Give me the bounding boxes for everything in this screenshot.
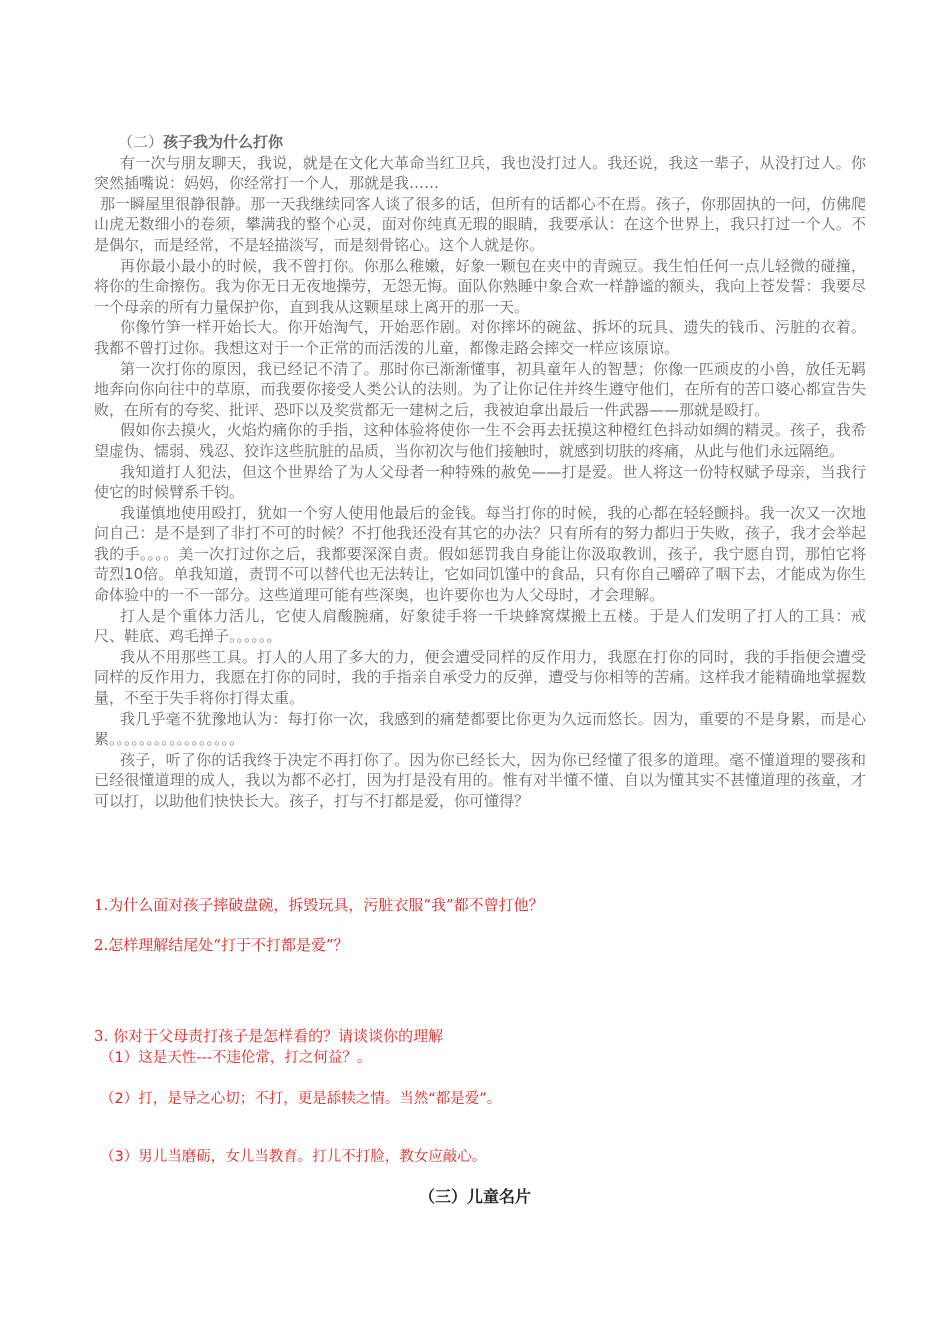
answer-2: （2）打，是导之心切；不打，更是舔犊之情。当然“都是爱”。 (100, 1091, 502, 1107)
paragraph: 我知道打人犯法，但这个世界给了为人父母者一种特殊的赦免——打是爱。世人将这一份特权赋予母亲，当我行使它的时候臂系千钧。 (94, 462, 866, 502)
article-body (94, 132, 866, 812)
paragraph: 我几乎毫不犹豫地认为：每打你一次，我感到的痛楚都要比你更为久远而悠长。因为，重要的不是身累，而是心累。。。。。。。。。。。。。。。。。 (94, 709, 866, 749)
next-section-title: （三）儿童名片 (418, 1187, 531, 1206)
paragraph: 有一次与朋友聊天，我说，就是在文化大革命当红卫兵，我也没打过人。我还说，我这一辈子，从没打过人。你突然插嘴说：妈妈，你经常打一个人，那就是我…… (94, 153, 866, 193)
paragraph: 我从不用那些工具。打人的人用了多大的力，便会遭受同样的反作用力，我愿在打你的同时，我的手指便会遭受同样的反作用力，我愿在打你的同时，我的手指亲自承受力的反弹，遭受与你相等的苦痛。这样我才能精确地掌握数量，不至于失手将你打得太重。 (94, 647, 866, 708)
answer-1: （1）这是天性---不违伦常，打之何益？。 (100, 1050, 372, 1066)
paragraph: 打人是个重体力活儿，它使人肩酸腕痛，好象徒手将一千块蜂窝煤搬上五楼。于是人们发明了打人的工具：戒尺、鞋底、鸡毛掸子。。。。。。 (94, 606, 866, 646)
section-title: 孩子我为什么打你 (163, 133, 284, 151)
paragraph: 第一次打你的原因，我已经记不清了。那时你已渐渐懂事，初具童年人的智慧；你像一匹顽皮的小兽，放任无羁地奔向你向往中的草原，而我要你接受人类公认的法则。为了让你记住并终生遵守他们，在所有的苦口婆心都宣告失败，在所有的夸奖、批评、恐吓以及奖赏都无一建树之后，我被迫拿出最后一件武器——那就是殴打。 (94, 359, 866, 419)
question-2: 2.怎样理解结尾处“打于不打都是爱”？ (94, 936, 349, 954)
paragraph: 那一瞬屋里很静很静。那一天我继续同客人谈了很多的话，但所有的话都心不在焉。孩子，你那固执的一问，仿佛爬山虎无数细小的卷须，攀满我的整个心灵，面对你纯真无瑕的眼睛，我要承认：在这个世界上，我只打过一个人。不是偶尔，而是经常，不是轻描淡写，而是刻骨铭心。这个人就是你。 (94, 194, 866, 254)
paragraph: 孩子，听了你的话我终于决定不再打你了。因为你已经长大，因为你已经懂了很多的道理。毫不懂道理的婴孩和已经很懂道理的成人，我以为都不必打，因为打是没有用的。惟有对半懂不懂、自以为懂其实不甚懂道理的孩童，才可以打，以助他们快快长大。孩子，打与不打都是爱，你可懂得？ (94, 750, 866, 810)
paragraph: 你像竹笋一样开始长大。你开始淘气，开始恶作剧。对你摔坏的碗盆、拆坏的玩具、遗失的钱币、污脏的衣着。我都不曾打过你。我想这对于一个正常的而活泼的儿童，都像走路会摔交一样应该原谅。 (94, 318, 866, 357)
section-number: （二） (118, 133, 164, 151)
question-3: 3. 你对于父母责打孩子是怎样看的？请谈谈你的理解 (94, 1027, 444, 1045)
paragraph: 假如你去摸火，火焰灼痛你的手指，这种体验将使你一生不会再去抚摸这种橙红色抖动如绸的精灵。孩子，我希望虚伪、懦弱、残忍、狡诈这些肮脏的品质，当你初次与他们接触时，就感到切肤的疼痛，从此与他们永远隔绝。 (94, 421, 866, 460)
section-heading (94, 132, 866, 153)
question-1: 1.为什么面对孩子摔破盘碗，拆毁玩具，污脏衣服“我”都不曾打他？ (94, 896, 544, 914)
answer-3: （3）男儿当磨砺，女儿当教育。打儿不打脸，教女应敲心。 (100, 1149, 487, 1165)
paragraph: 我谨慎地使用殴打，犹如一个穷人使用他最后的金钱。每当打你的时候，我的心都在轻轻颤抖。我一次又一次地问自己：是不是到了非打不可的时候？不打他我还没有其它的办法？只有所有的努力都归于失败，孩子，我才会举起我的手。。。。美一次打过你之后，我都要深深自责。假如惩罚我自身能让你汲取教训，孩子，我宁愿自罚，那怕它将苛烈10倍。单我知道，责罚不可以替代也无法转让，它如同饥馑中的食品，只有你自己嚼碎了咽下去，才能成为你生命体验中的一不一部分。这些道理可能有些深奥，也许要你也为人父母时，才会理解。 (94, 503, 866, 605)
paragraph: 再你最小最小的时候，我不曾打你。你那么稚嫩，好象一颗包在夹中的青豌豆。我生怕任何一点儿轻微的碰撞，将你的生命擦伤。我为你无日无夜地操劳，无怨无悔。面队你熟睡中象合欢一样静谧的额头，我向上苍发誓：我要尽一个母亲的所有力量保护你，直到我从这颗星球上离开的那一天。 (94, 256, 866, 316)
